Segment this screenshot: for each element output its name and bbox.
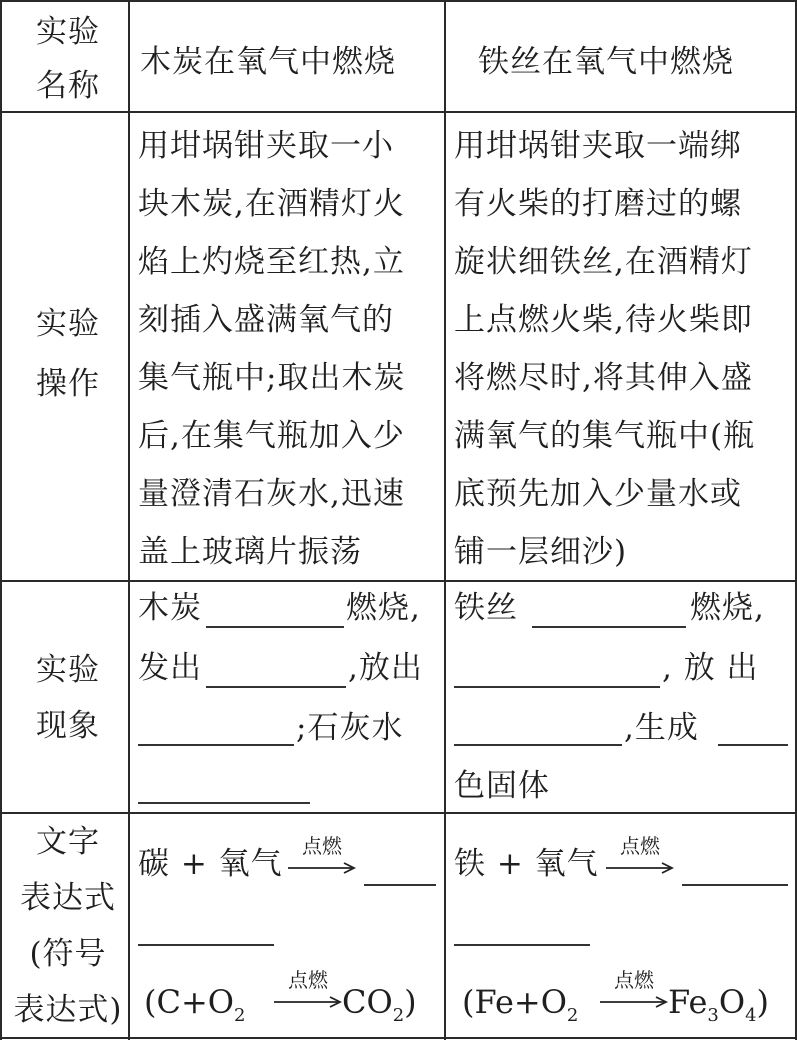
phenomenon-col1-text: ,放出 xyxy=(348,650,423,686)
col-divider xyxy=(444,0,446,1040)
operation-col1-line: 块木炭,在酒精灯火 xyxy=(138,186,405,222)
phenomenon-col2-text: 铁丝 xyxy=(454,590,518,626)
formula-subscript: 2 xyxy=(234,1005,246,1026)
row-label-name-line1: 实验 xyxy=(36,14,100,50)
answer-blank[interactable] xyxy=(718,744,788,746)
word-equation-col1: 碳 + 氧气 xyxy=(138,846,283,882)
row-divider xyxy=(0,111,797,113)
formula-part: O xyxy=(718,983,746,1021)
row-divider xyxy=(0,580,797,582)
answer-blank[interactable] xyxy=(364,884,436,886)
row-label-phenomenon-line1: 实验 xyxy=(36,652,100,688)
formula-subscript: 2 xyxy=(392,1005,405,1026)
reaction-condition: 点燃 xyxy=(620,834,660,858)
formula-part: CO xyxy=(342,983,393,1021)
operation-col2-line: 满氧气的集气瓶中(瓶 xyxy=(454,418,756,454)
phenomenon-col2-text: , 放 出 xyxy=(662,650,759,686)
symbol-equation-col1 xyxy=(144,982,245,1028)
formula-part: ) xyxy=(404,983,417,1021)
header-col2: 铁丝在氧气中燃烧 xyxy=(478,44,734,80)
phenomenon-col2-text: 燃烧, xyxy=(690,590,765,626)
operation-col2-line: 底预先加入少量水或 xyxy=(454,476,742,512)
formula-part: Fe xyxy=(668,983,708,1021)
formula-subscript: 4 xyxy=(745,1005,757,1026)
phenomenon-col2-text: 色固体 xyxy=(454,768,550,804)
operation-col1-line: 焰上灼烧至红热,立 xyxy=(138,244,405,280)
answer-blank[interactable] xyxy=(682,884,788,886)
row-label-operation-line2: 操作 xyxy=(36,366,100,402)
row-divider xyxy=(0,1037,797,1039)
reaction-condition: 点燃 xyxy=(614,968,654,992)
formula-part: ) xyxy=(756,983,770,1021)
operation-col2-line: 有火柴的打磨过的螺 xyxy=(454,186,742,222)
formula-part: (C+O xyxy=(144,983,235,1021)
operation-col2-line: 上点燃火柴,待火柴即 xyxy=(454,302,753,338)
operation-col2-line: 用坩埚钳夹取一端绑 xyxy=(454,128,742,164)
reaction-condition: 点燃 xyxy=(288,968,328,992)
phenomenon-col1-text: 发出 xyxy=(138,650,202,686)
symbol-equation-col2-product xyxy=(668,982,769,1028)
answer-blank[interactable] xyxy=(138,802,310,804)
row-label-expression-line2: 表达式 xyxy=(20,880,116,916)
operation-col2-line: 旋状细铁丝,在酒精灯 xyxy=(454,244,753,280)
operation-col1-line: 量澄清石灰水,迅速 xyxy=(138,476,405,512)
symbol-equation-col2 xyxy=(462,982,578,1028)
header-col1: 木炭在氧气中燃烧 xyxy=(140,44,396,80)
formula-subscript: 2 xyxy=(566,1005,579,1026)
phenomenon-col1-text: 木炭 xyxy=(138,590,202,626)
row-label-expression-line4: 表达式) xyxy=(13,992,123,1028)
row-label-name-line2: 名称 xyxy=(36,68,100,104)
operation-col2-line: 铺一层细沙) xyxy=(454,534,628,570)
col-divider xyxy=(128,0,130,1040)
row-label-phenomenon-line2: 现象 xyxy=(36,708,100,744)
row-label-expression-line1: 文字 xyxy=(36,824,100,860)
answer-blank[interactable] xyxy=(454,744,622,746)
reaction-arrow-icon xyxy=(288,862,358,874)
row-label-expression-line3: (符号 xyxy=(29,936,107,972)
word-equation-col2: 铁 + 氧气 xyxy=(454,846,599,882)
operation-col1-line: 刻插入盛满氧气的 xyxy=(138,302,394,338)
reaction-arrow-icon xyxy=(274,996,344,1008)
reaction-arrow-icon xyxy=(600,996,670,1008)
operation-col1-line: 后,在集气瓶加入少 xyxy=(138,418,405,454)
operation-col1-line: 用坩埚钳夹取一小 xyxy=(138,128,394,164)
phenomenon-col2-text: ,生成 xyxy=(624,710,699,746)
operation-col1-line: 盖上玻璃片振荡 xyxy=(138,534,362,570)
symbol-equation-col1-product xyxy=(342,982,417,1028)
answer-blank[interactable] xyxy=(532,626,686,628)
operation-col1-line: 集气瓶中;取出木炭 xyxy=(138,360,406,396)
answer-blank[interactable] xyxy=(138,944,274,946)
answer-blank[interactable] xyxy=(206,686,346,688)
reaction-condition: 点燃 xyxy=(302,834,342,858)
answer-blank[interactable] xyxy=(454,944,590,946)
row-label-operation-line1: 实验 xyxy=(36,306,100,342)
formula-part: (Fe+O xyxy=(462,983,567,1021)
row-divider xyxy=(0,812,797,814)
col-divider xyxy=(0,0,2,1040)
formula-subscript: 3 xyxy=(707,1005,719,1026)
phenomenon-col1-text: 燃烧, xyxy=(346,590,421,626)
operation-col2-line: 将燃尽时,将其伸入盛 xyxy=(454,360,753,396)
answer-blank[interactable] xyxy=(138,744,294,746)
answer-blank[interactable] xyxy=(454,686,660,688)
answer-blank[interactable] xyxy=(206,626,344,628)
reaction-arrow-icon xyxy=(606,862,676,874)
row-divider xyxy=(0,0,797,2)
phenomenon-col1-text: ;石灰水 xyxy=(296,710,404,746)
